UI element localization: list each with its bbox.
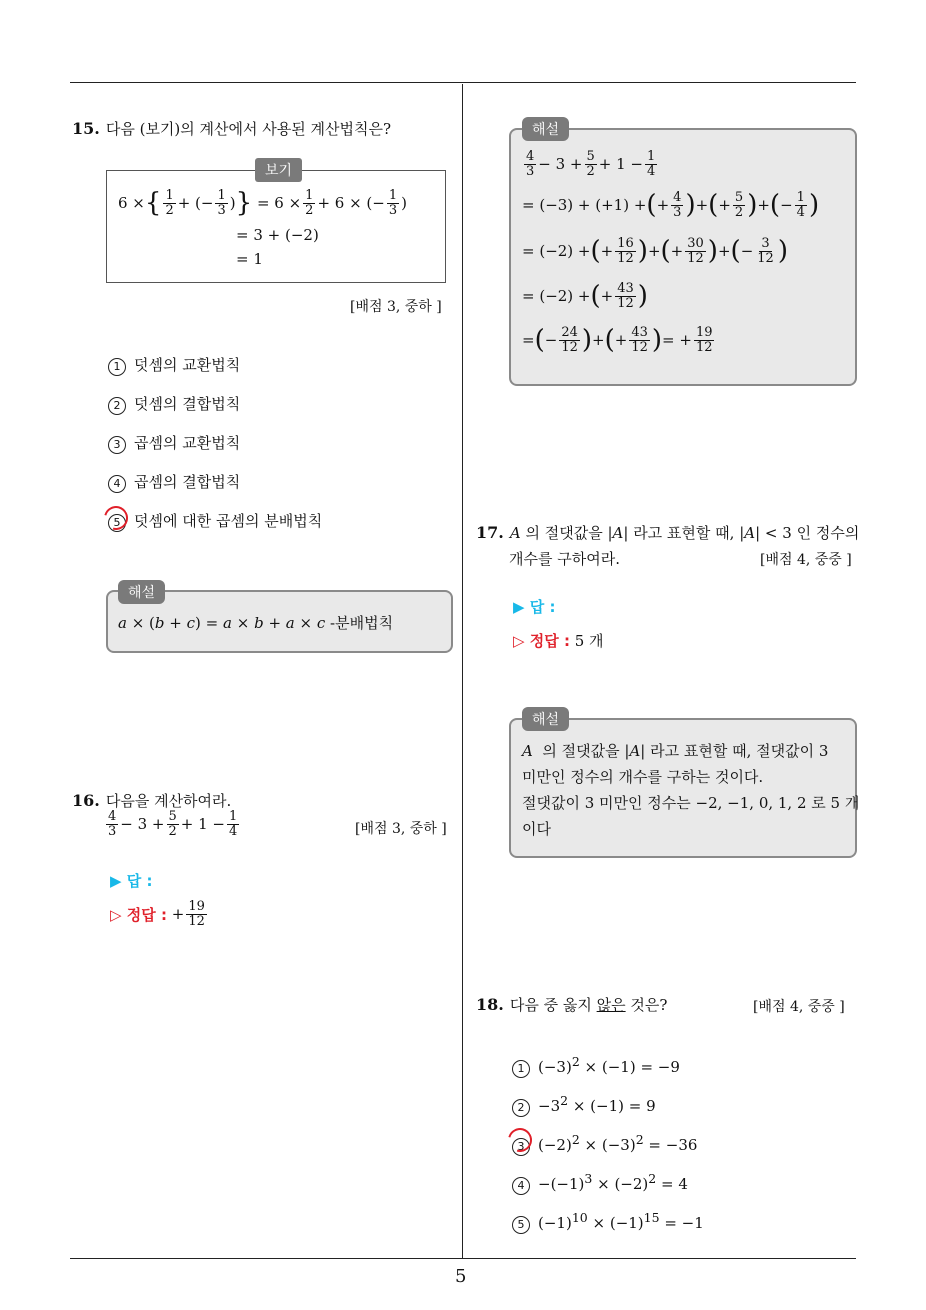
q16-correct-answer: ▷ 정답 : + $\frac{19}{12}$: [110, 899, 205, 929]
circled-number-icon: 4: [108, 475, 126, 493]
q17-solution-line2: 미만인 정수의 개수를 구하는 것이다.: [522, 768, 764, 786]
q18-option-5[interactable]: 5 $(-1)^{10} \times (-1)^{15} = -1$: [512, 1210, 704, 1234]
circled-number-icon: 2: [512, 1099, 530, 1117]
q17-solution-line4: 이다: [522, 820, 551, 838]
circled-number-icon: 5: [108, 514, 126, 532]
q17-question-line2: 개수를 구하여라.: [509, 550, 620, 568]
q17-solution-box: [509, 718, 860, 858]
q16-solution-label: 해설: [522, 117, 569, 141]
q15-option-2[interactable]: 2 덧셈의 결합법칙: [108, 393, 240, 415]
q16-question: [72, 790, 231, 811]
q17-question: 17. A 의 절댓값을 |A| 라고 표현할 때, |A| < 3 인 정수의: [476, 523, 860, 542]
bottom-rule: [70, 1258, 856, 1259]
q17-score: [배점 4, 중중 ]: [760, 552, 852, 568]
q17-solution-line3: 절댓값이 3 미만인 정수는 −2, −1, 0, 1, 2 로 5 개: [522, 794, 860, 812]
q16-text: 다음을 계산하여라.: [105, 792, 232, 810]
q15-solution-content: a × (b + c) = a × b + a × c -분배법칙: [118, 614, 394, 632]
q15-number: 15.: [72, 119, 100, 138]
circled-number-icon: 1: [108, 358, 126, 376]
q18-question: 18. 다음 중 옳지 않은 것은?: [476, 995, 668, 1014]
q16-solution-line2: = (−3) + (+1) + ( + $\frac{4}{3}$ ) + ( + $\frac{5}{2}$ ) + ( − $\frac{1}{4}$ ): [522, 189, 820, 220]
q18-option-1[interactable]: 1 $(-3)^2 \times (-1) = -9$: [512, 1054, 680, 1078]
q15-option-3[interactable]: 3 곱셈의 교환법칙: [108, 432, 240, 454]
q18-option-2[interactable]: $2 -3^2 \times (-1) = 9$: [512, 1093, 656, 1117]
q16-expression: $\frac{4}{3}$ − 3 + $\frac{5}{2}$ + 1 − $\frac{1}{4}$: [108, 809, 238, 839]
q15-option-5[interactable]: 5 덧셈에 대한 곱셈의 분배법칙: [108, 510, 322, 532]
page-number: 5: [455, 1266, 467, 1287]
q15-text: 다음 (보기)의 계산에서 사용된 계산법칙은?: [105, 120, 391, 138]
q17-correct-answer: ▷ 정답 : 5 개: [513, 632, 604, 650]
q16-solution-line1: $\frac{4}{3}$ − 3 + $\frac{5}{2}$ + 1 − $\frac{1}{4}$: [526, 149, 656, 179]
q16-number: 16.: [72, 791, 100, 810]
q15-example-label: 보기: [255, 158, 302, 182]
q18-score: [배점 4, 중중 ]: [753, 999, 845, 1015]
q17-number: 17.: [476, 523, 504, 542]
q18-option-4[interactable]: $4 -(-1)^3 \times (-2)^2 = 4$: [512, 1171, 688, 1195]
q17-answer-label: ▶ 답 :: [513, 598, 556, 616]
q17-solution-line1: A 의 절댓값을 |A| 라고 표현할 때, 절댓값이 3: [522, 742, 829, 760]
circled-number-icon: 4: [512, 1177, 530, 1195]
circled-number-icon: 2: [108, 397, 126, 415]
column-divider: [462, 84, 463, 1258]
q15-example-line3: = 1: [236, 250, 263, 268]
q16-solution-line3: = (−2) + ( + $\frac{16}{12}$ ) + ( + $\frac{30}{12}$ ) + ( − $\frac{3}{12}$ ): [522, 235, 788, 266]
q15-example-line1: 6 × { $\frac{1}{2}$ + (− $\frac{1}{3}$ ) } = 6 × $\frac{1}{2}$ + 6 × (− $\frac{1}{3}$ ): [118, 187, 407, 218]
q18-underlined-word: 않은: [596, 996, 626, 1014]
circled-number-icon: 5: [512, 1216, 530, 1234]
circled-number-icon: 3: [512, 1138, 530, 1156]
circled-number-icon: 1: [512, 1060, 530, 1078]
q15-example-line2: = 3 + (−2): [236, 226, 319, 244]
q16-answer-label: ▶ 답 :: [110, 872, 153, 890]
q15-option-4[interactable]: 4 곱셈의 결합법칙: [108, 471, 240, 493]
q16-solution-line5: = ( − $\frac{24}{12}$ ) + ( + $\frac{43}{12}$ ) = + $\frac{19}{12}$: [522, 324, 713, 355]
q15-option-1[interactable]: 1 덧셈의 교환법칙: [108, 354, 240, 376]
q15-question: [72, 118, 391, 139]
q18-option-3[interactable]: 3 $(-2)^2 \times (-3)^2 = -36$: [512, 1132, 697, 1156]
circled-number-icon: 3: [108, 436, 126, 454]
q18-number: 18.: [476, 995, 504, 1014]
q17-solution-label: 해설: [522, 707, 569, 731]
top-rule: [70, 82, 856, 83]
q16-score: [배점 3, 중하 ]: [355, 821, 447, 837]
q15-solution-label: 해설: [118, 580, 165, 604]
q16-solution-line4: = (−2) + ( + $\frac{43}{12}$ ): [522, 280, 648, 311]
q15-score: [배점 3, 중하 ]: [350, 299, 442, 315]
